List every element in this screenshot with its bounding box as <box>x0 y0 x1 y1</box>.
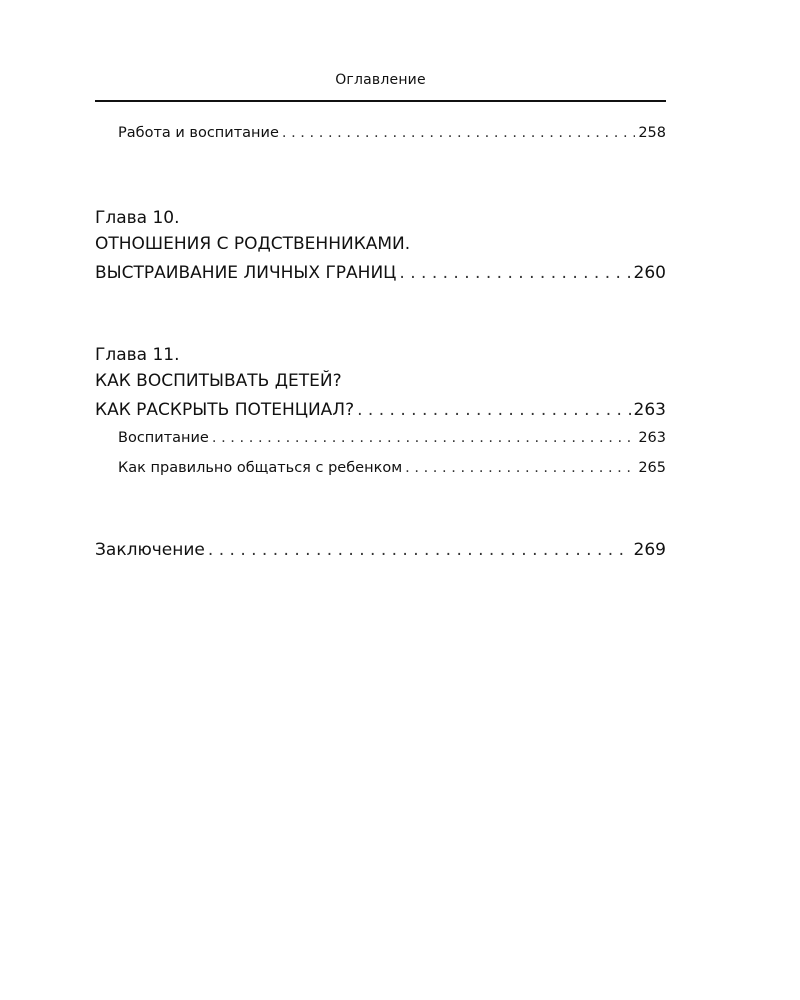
toc-entry-page: 265 <box>638 460 666 476</box>
dot-leader <box>405 460 635 476</box>
chapter-title-line-1: КАК ВОСПИТЫВАТЬ ДЕТЕЙ? <box>95 371 342 391</box>
toc-entry-page: 258 <box>638 125 666 141</box>
toc-entry-page: 263 <box>633 400 666 420</box>
chapter-title-line-2: КАК РАСКРЫТЬ ПОТЕНЦИАЛ? <box>95 400 355 420</box>
chapter-label: Глава 10. <box>95 208 180 228</box>
dot-leader <box>399 259 630 288</box>
toc-entry-chapter-10[interactable] <box>95 206 666 288</box>
toc-entry-page: 269 <box>633 540 666 560</box>
toc-entry-conclusion[interactable] <box>95 540 666 560</box>
toc-entry-upbringing[interactable] <box>95 430 666 446</box>
toc-entry-label: Работа и воспитание <box>118 125 279 141</box>
toc-entry-page: 263 <box>638 430 666 446</box>
toc-entry-work-and-upbringing[interactable] <box>95 125 666 141</box>
header-rule <box>95 100 666 102</box>
chapter-title-line-1: ОТНОШЕНИЯ С РОДСТВЕННИКАМИ. <box>95 234 411 254</box>
toc-entry-page: 260 <box>633 263 666 283</box>
toc-entry-chapter-11[interactable] <box>95 343 666 425</box>
dot-leader <box>357 396 630 425</box>
chapter-label: Глава 11. <box>95 345 180 365</box>
toc-entry-label: Заключение <box>95 540 205 560</box>
toc-entry-label: Воспитание <box>118 430 209 446</box>
toc-entry-how-to-communicate[interactable] <box>95 460 666 476</box>
dot-leader <box>212 430 635 446</box>
chapter-title-line-2: ВЫСТРАИВАНИЕ ЛИЧНЫХ ГРАНИЦ <box>95 263 397 283</box>
toc-entry-label: Как правильно общаться с ребенком <box>118 460 403 476</box>
dot-leader <box>208 540 631 560</box>
dot-leader <box>282 125 635 141</box>
running-title: Оглавление <box>335 72 426 88</box>
